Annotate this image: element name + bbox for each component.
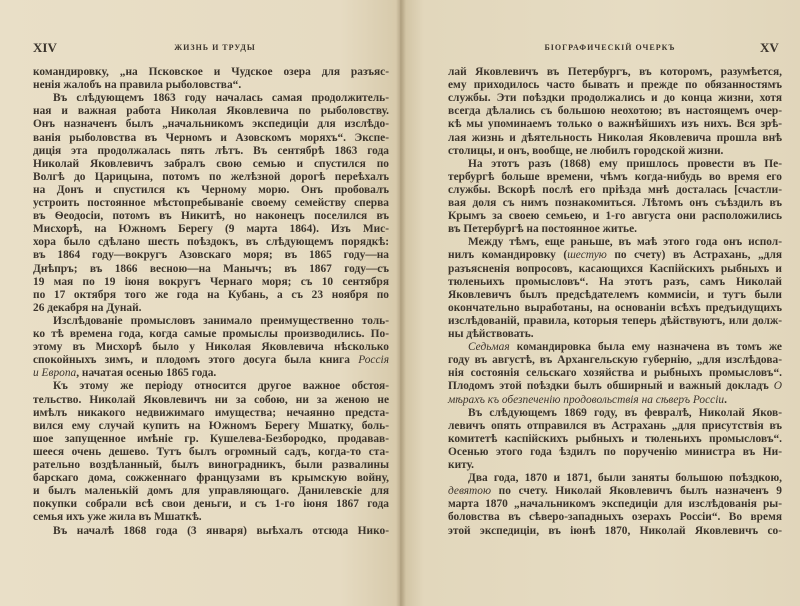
text-line: диція эта продолжалась пять лѣтъ. Въ сентябрѣ 1863 года (33, 144, 389, 157)
text-line: ко тѣ времена года, когда самые промыслы производились. По- (33, 328, 389, 340)
text-line: Николай Яковлевичъ забралъ свою семью и спустился по (33, 157, 389, 170)
text-line: Между тѣмъ, еще раньше, въ маѣ этого года онъ испол- (468, 236, 782, 249)
text-line: Въ слѣдующемъ 1863 году началась самая продолжитель- (53, 92, 389, 105)
text-line: марта 1870 „начальникомъ экспедиціи для изслѣдованія ры- (448, 498, 782, 511)
italic-text: мѣрахъ къ обезпеченію продовольствія на сѣверъ Россіи (448, 393, 725, 406)
text-line: кѣ мы упоминаемъ только о важнѣйшихъ изъ нихъ. Вся зрѣ- (448, 118, 782, 131)
text-line: Къ этому же періоду относится другое важное обстоя- (53, 380, 389, 393)
text-line: Седьмая командировка была ему назначена въ томъ же (468, 341, 782, 354)
text-line: и Европа, начатая осенью 1865 года. (33, 367, 217, 380)
text-line: 26 декабря на Дунай. (33, 301, 142, 314)
page-number: XV (760, 40, 779, 55)
text-line: и былъ маленькій домъ для управляющаго. Данилевскіе для (33, 485, 389, 498)
text-line: ная и важная работа Николая Яковлевича по рыболовству. (33, 105, 389, 118)
italic-text: Россія (358, 354, 389, 367)
text-line: на Донъ и спустился къ Черному морю. Онъ пробовалъ (33, 183, 389, 196)
text-line: хора было сдѣлано шесть поѣздокъ, въ слѣдующемъ порядкѣ: (33, 236, 389, 249)
text-line: Осенью этого года ѣздилъ по порученію министра въ Ни- (448, 445, 782, 458)
right-page (400, 0, 800, 606)
book-gutter (396, 0, 406, 606)
text-line: Въ началѣ 1868 года (3 января) выѣхалъ отсюда Нико- (53, 524, 389, 537)
text-line: въ 1864 году—вокругъ Азовскаго моря; въ 1865 году—на (33, 249, 389, 262)
text-line: устроить постоянное мѣстопребываніе своему семейству сперва (33, 197, 389, 209)
text-line: Онъ назначенъ былъ „начальникомъ экспедиціи для изслѣдо- (33, 118, 389, 131)
text-line: Крымъ за своею семьею, и 1-го августа они расположились (448, 210, 782, 223)
text-line: имѣлъ никакого недвижимаго имущества; нечаянно предста- (33, 406, 389, 419)
italic-text: шестую (567, 249, 607, 262)
text-line: боловства въ сѣверо-западныхъ озерахъ Россіи“. Во время (448, 511, 782, 524)
text-line: этой экспедиціи, въ іюнѣ 1870, Николай Яковлевичъ со- (448, 524, 782, 537)
text-line: разъясненія вопросовъ, касающихся Каспійскихъ рыбныхъ и (448, 262, 782, 275)
text-line: Яковлевичъ былъ предсѣдателемъ коммисіи, и тутъ были (448, 288, 782, 301)
text-line: Въ слѣдующемъ 1869 году, въ февралѣ, Николай Яков- (468, 406, 782, 419)
text-line: шое запущенное имѣніе гр. Кушелева-Безбородко, продавав- (33, 432, 389, 445)
text-line: ванія рыболовства въ Черномъ и Азовскомъ моряхъ“. Экспе- (33, 131, 389, 144)
text-line: окончательно выработаны, на основаніи всѣхъ предъидущихъ (448, 301, 782, 314)
text-line: лай Яковлевичъ въ Петербургъ, въ которомъ, разумѣется, (448, 66, 782, 78)
text-line: покупки собрали всѣ свои деньги, и съ 1-го іюня 1867 года (33, 498, 389, 511)
text-line: Днѣпръ; въ 1866 весною—на Манычъ; въ 1867 году—съ (33, 262, 389, 275)
text-line: киту. (448, 459, 474, 471)
text-line: лая жизнь и дѣятельность Николая Яковлевича прошла внѣ (448, 131, 782, 144)
italic-text: О (773, 380, 782, 393)
text-line: левичъ опять отправился въ Астрахань „для присутствія въ (448, 419, 782, 432)
text-line: по 17 октября того же года на Кубань, а съ 23 ноября по (33, 288, 389, 301)
text-line: въ Ѳеодосіи, потомъ въ Никитѣ, но наконецъ поселился въ (33, 210, 389, 223)
text-line: столицы, и онъ, вообще, не любилъ городской жизни. (448, 144, 724, 157)
text-line: барскаго дома, сожженнаго французами въ крымскую войну, (33, 472, 389, 485)
text-line: этому въ Мисхорѣ было у Николая Яковлевича нѣсколько (33, 341, 389, 354)
text-line: спокойныхъ зимъ, и плодомъ этого досуга была книга Россія (33, 354, 389, 367)
running-head: ЖИЗНЬ И ТРУДЫ (174, 43, 256, 52)
text-line: всегда дѣлались съ большою неохотою; въ настоящемъ очер- (448, 105, 782, 118)
text-line: семья ихъ уже жила въ Мшаткѣ. (33, 511, 202, 524)
text-line: ему приходилось часто бывать и прежде по обязанностямъ (448, 79, 782, 92)
text-line: году въ августѣ, въ Архангельскую губернію, „для изслѣдова- (448, 354, 782, 367)
text-line: комитетѣ каспійскихъ рыбныхъ и тюленьихъ промысловъ“. (448, 432, 782, 445)
text-line: На этотъ разъ (1868) ему пришлось провести въ Пе- (468, 157, 782, 170)
text-line: тельство. Николай Яковлевичъ ни за собою, ни за женою не (33, 393, 389, 406)
text-line: Плодомъ этой поѣздки былъ обширный и важный докладъ О (448, 380, 782, 393)
text-line: службы. Вскорѣ послѣ его пріѣзда мнѣ досталась [счастли- (448, 183, 782, 196)
text-line: Два года, 1870 и 1871, были заняты большою поѣздкою, (468, 472, 782, 485)
italic-text: и Европа (33, 367, 77, 380)
text-line: тербургѣ больше времени, чѣмъ когда-нибудь во время его (448, 170, 782, 183)
running-head: БІОГРАФИЧЕСКІЙ ОЧЕРКЪ (544, 43, 676, 52)
text-line: въ Петербургѣ на постоянное житье. (448, 223, 637, 236)
text-line: ны дѣйствовать. (448, 328, 534, 340)
text-line: изслѣдованій, правила, которыя теперь дѣйствуютъ, или долж- (448, 314, 782, 327)
text-line: службы. Эти поѣздки продолжались и до конца жизни, хотя (448, 92, 782, 105)
text-line: командировку, „на Псковское и Чудское озера для разъяс- (33, 66, 389, 78)
page-number: XIV (33, 40, 57, 55)
text-line: Волгѣ до Царицына, потомъ по желѣзной дорогѣ переѣхалъ (33, 170, 389, 183)
text-line: ненія жалобъ на правила рыболовства“. (33, 79, 242, 92)
text-line: Мисхорѣ, на Южномъ Берегу (9 марта 1864). Изъ Мис- (33, 223, 389, 236)
text-line: 19 мая по 19 іюня вокругъ Чернаго моря; съ 10 сентября (33, 275, 389, 288)
text-line: вая доля съ нимъ познакомиться. Лѣтомъ онъ съѣздилъ въ (448, 197, 782, 209)
italic-text: Седьмая (468, 341, 510, 354)
text-line: нилъ командировку (шестую по счету) въ Астрахань, „для (448, 249, 782, 262)
text-line: рательно воздѣланный, былъ виноградникъ, были развалины (33, 459, 389, 471)
text-line: девятою по счету. Николай Яковлевичъ былъ назначенъ 9 (448, 485, 782, 498)
text-line: шееся очень дешево. Тутъ былъ огромный садъ, когда-то ста- (33, 445, 389, 458)
text-line: тюленьихъ промысловъ“. На этотъ разъ, самъ Николай (448, 275, 782, 288)
text-line: Изслѣдованіе промысловъ занимало преимущественно толь- (53, 314, 389, 327)
text-line: вился ему случай купить на Южномъ Берегу Мшатку, боль- (33, 419, 389, 432)
text-line: мѣрахъ къ обезпеченію продовольствія на сѣверъ Россіи. (448, 393, 727, 406)
italic-text: девятою (448, 485, 491, 498)
text-line: нія состоянія сельскаго хозяйства и рыбныхъ промысловъ“. (448, 367, 782, 380)
